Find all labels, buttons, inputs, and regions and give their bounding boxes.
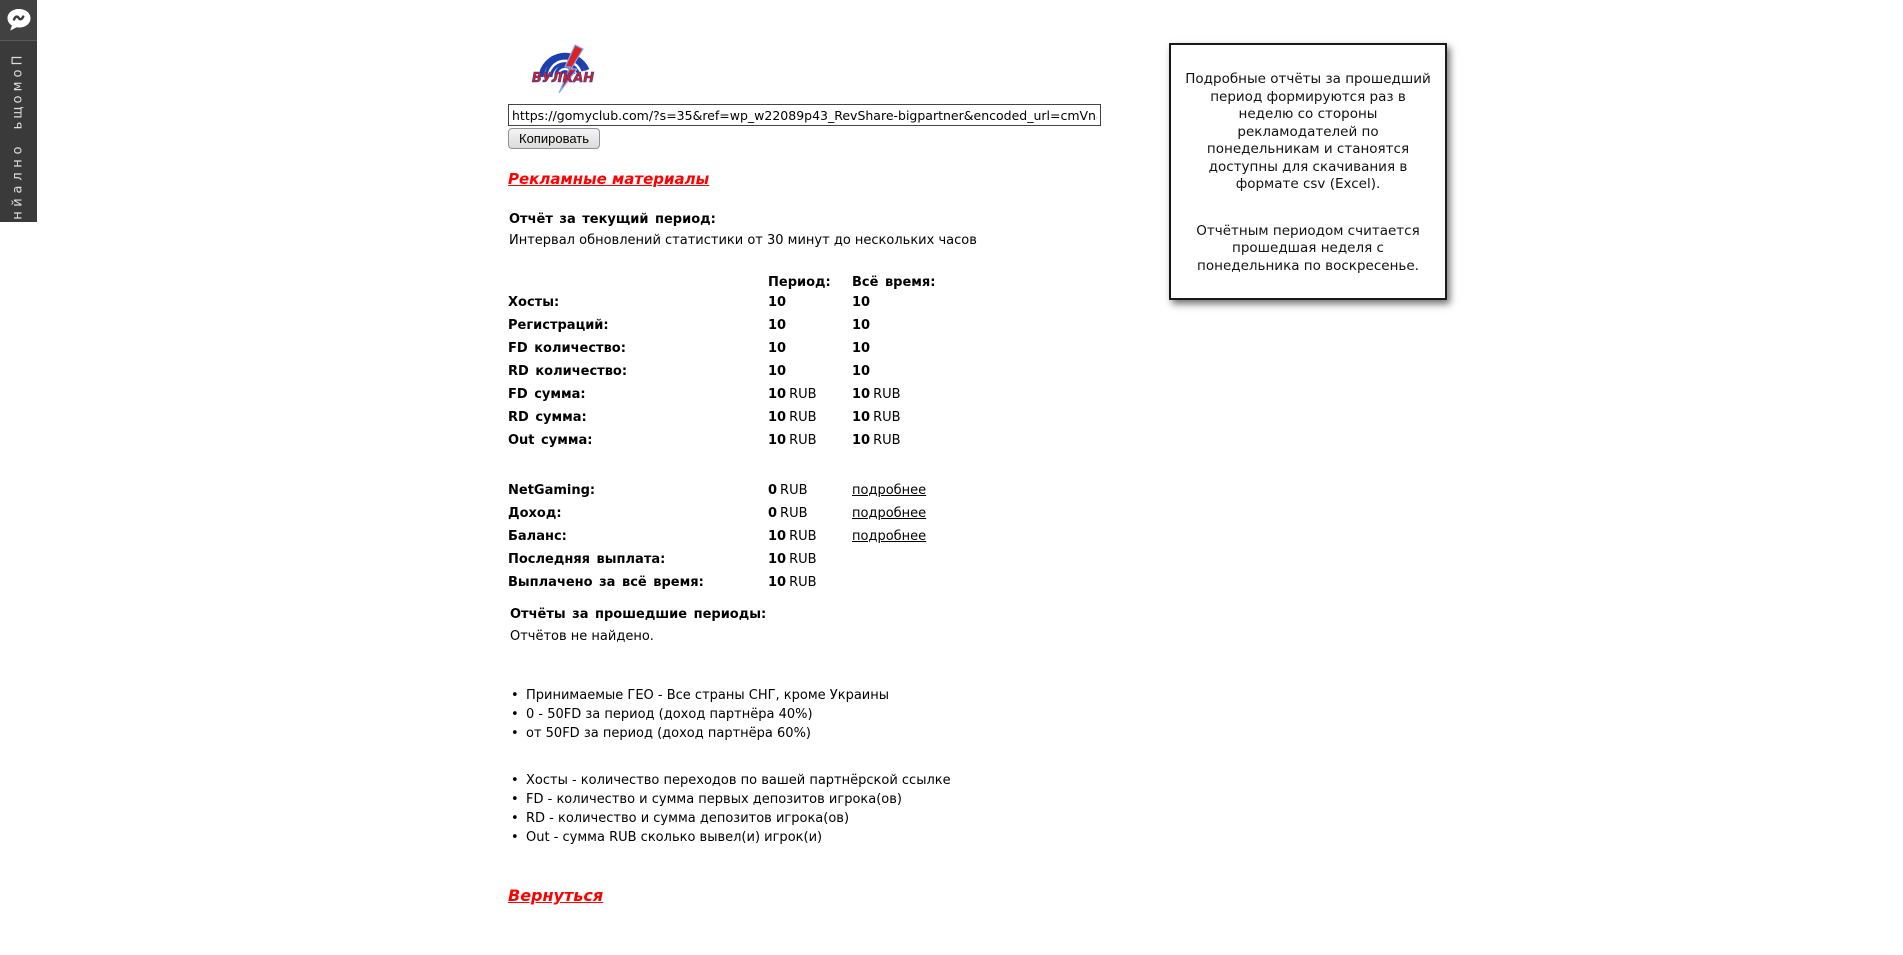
vulkan-logo[interactable] [531, 37, 595, 99]
terms-list [508, 686, 889, 743]
stat-row-registrations [508, 318, 1028, 341]
finance-label: Баланс: [508, 529, 567, 544]
reports-info-box [1169, 43, 1447, 300]
stat-label: Out сумма: [508, 433, 593, 448]
finance-row-last-payout: Последняя выплата: 10 RUB [508, 552, 817, 567]
finance-label: Доход: [508, 506, 562, 521]
glossary-item-out: • Out - сумма RUB сколько вывел(и) игрок(и) [508, 828, 951, 847]
details-link[interactable]: подробнее [852, 483, 927, 498]
stat-row-fd-sum: FD сумма: 10 RUB 10 RUB [508, 387, 901, 402]
stats-update-note: Интервал обновлений статистики от 30 минут до нескольких часов [509, 233, 977, 248]
chat-bubble-icon [6, 8, 32, 32]
stat-alltime-value: 10 [852, 341, 871, 356]
terms-item-geo: • Принимаемые ГЕО - Все страны СНГ, кроме Украины [508, 686, 889, 705]
finance-label: NetGaming: [508, 483, 596, 498]
column-header-period: Период: [768, 275, 831, 290]
finance-value: 10 [768, 552, 787, 567]
stat-label: RD количество: [508, 364, 628, 379]
stat-alltime-value: 10 [852, 364, 871, 379]
current-period-title: Отчёт за текущий период: [509, 212, 716, 227]
vulkan-logo-image [531, 37, 595, 99]
finance-value: 10 [768, 575, 787, 590]
terms-item-40: • 0 - 50FD за период (доход партнёра 40%) [508, 705, 889, 724]
stats-table [508, 275, 1028, 598]
finance-value: 0 [768, 483, 778, 498]
stat-label: FD количество: [508, 341, 626, 356]
glossary-item-rd: • RD - количество и сумма депозитов игрока(ов) [508, 809, 951, 828]
finance-row-balance: Баланс: 10 RUB подробнее [508, 529, 927, 544]
stat-period-value: 10 [768, 387, 787, 402]
finance-value: 10 [768, 529, 787, 544]
info-box-paragraph-2: Отчётным периодом считается прошедшая неделя с понедельника по воскресенье. [1196, 222, 1420, 274]
table-gap [508, 456, 1028, 483]
finance-row-income: Доход: 0 RUB подробнее [508, 506, 927, 521]
stat-period-value: 10 [768, 433, 787, 448]
stat-alltime-value: 10 [852, 318, 871, 333]
stat-row-fd-count [508, 341, 1028, 364]
stat-alltime-value: 10 [852, 410, 871, 425]
stat-alltime-value: 10 [852, 387, 871, 402]
past-periods-title: Отчёты за прошедшие периоды: [510, 607, 767, 622]
stat-label: Хосты: [508, 295, 560, 310]
table-header-row [508, 275, 1028, 295]
finance-row-paid-total: Выплачено за всё время: 10 RUB [508, 575, 817, 590]
copy-button[interactable]: Копировать [508, 128, 600, 149]
stat-period-value: 10 [768, 341, 787, 356]
terms-item-60: • от 50FD за период (доход партнёра 60%) [508, 724, 889, 743]
chat-widget-button[interactable] [0, 0, 37, 41]
stat-label: RD сумма: [508, 410, 587, 425]
stat-period-value: 10 [768, 295, 787, 310]
glossary-list [508, 771, 951, 847]
stat-label: Регистраций: [508, 318, 609, 333]
glossary-item-fd: • FD - количество и сумма первых депозитов игрока(ов) [508, 790, 951, 809]
column-header-alltime: Всё время: [852, 275, 936, 290]
stat-period-value: 10 [768, 318, 787, 333]
info-box-paragraph-1: Подробные отчёты за прошедший период формируются раз в неделю со стороны рекламодателей по понедельникам и станоятся доступны для скачивания в формате csv (Excel). [1185, 71, 1431, 192]
details-link[interactable]: подробнее [852, 506, 927, 521]
stat-period-value: 10 [768, 364, 787, 379]
stat-row-hosts [508, 295, 1028, 318]
help-online-label: П о м о щ ь о н л а й н [11, 55, 26, 220]
details-link[interactable]: подробнее [852, 529, 927, 544]
finance-value: 0 [768, 506, 778, 521]
stat-period-value: 10 [768, 410, 787, 425]
stat-row-rd-count [508, 364, 1028, 387]
finance-label: Последняя выплата: [508, 552, 666, 567]
back-link[interactable]: Вернуться [508, 886, 604, 905]
past-periods-empty-note: Отчётов не найдено. [510, 629, 654, 644]
stat-label: FD сумма: [508, 387, 586, 402]
online-help-sidebar[interactable] [0, 0, 37, 222]
finance-label: Выплачено за всё время: [508, 575, 704, 590]
advertising-materials-link[interactable]: Рекламные материалы [508, 170, 710, 188]
glossary-item-hosts: • Хосты - количество переходов по вашей партнёрской ссылке [508, 771, 951, 790]
finance-row-netgaming: NetGaming: 0 RUB подробнее [508, 483, 927, 498]
stat-alltime-value: 10 [852, 295, 871, 310]
referral-url-input[interactable] [508, 104, 1101, 126]
svg-text:ВУЛКАН: ВУЛКАН [531, 71, 595, 86]
stat-row-rd-sum: RD сумма: 10 RUB 10 RUB [508, 410, 901, 425]
stat-alltime-value: 10 [852, 433, 871, 448]
stat-row-out-sum: Out сумма: 10 RUB 10 RUB [508, 433, 901, 448]
